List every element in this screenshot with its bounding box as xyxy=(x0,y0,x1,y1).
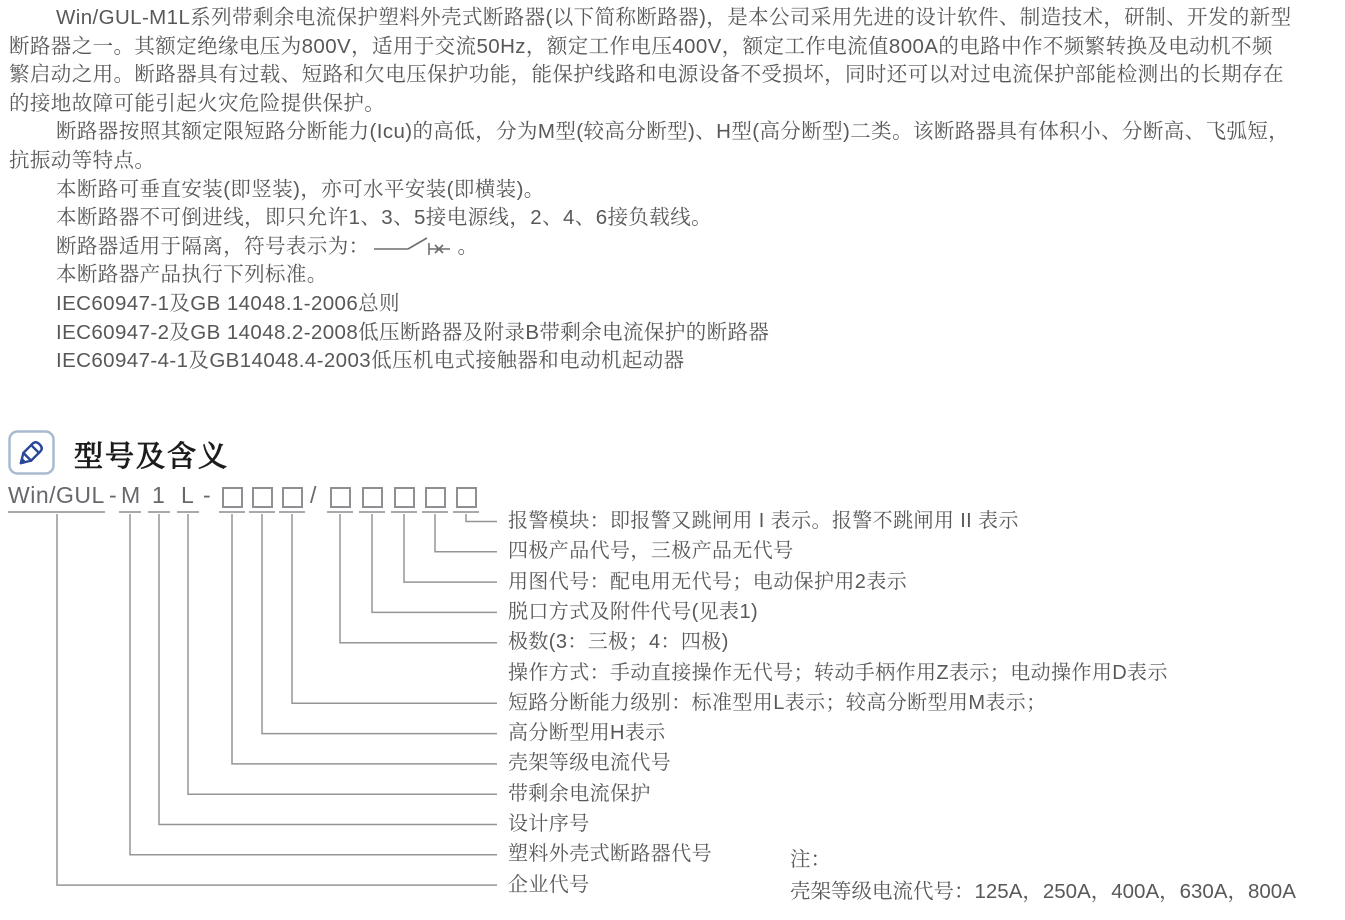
intro-line: 断路器之一。其额定绝缘电压为800V，适用于交流50Hz，额定工作电压400V，额定工作电流值800A的电路中作不频繁转换及电动机不频 xyxy=(9,34,1273,58)
diagram-label: 设计序号 xyxy=(508,813,590,835)
diagram-label: 高分断型用H表示 xyxy=(508,722,666,745)
intro-line: IEC60947-1及GB 14048.1-2006总则 xyxy=(56,291,400,315)
connector-line-poles-box xyxy=(340,514,497,643)
connector-line-alarm-module-box xyxy=(466,514,497,522)
model-segment-dash-1: - xyxy=(109,482,118,508)
intro-line: 断路器按照其额定限短路分断能力(Icu)的高低，分为M型(较高分断型)、H型(高分断型)二类。该断路器具有体积小、分断高、飞弧短， xyxy=(56,120,1290,144)
intro-line: 本断路可垂直安装(即竖装)，亦可水平安装(即横装)。 xyxy=(56,177,545,201)
diagram-label: 塑料外壳式断路器代号 xyxy=(508,843,712,866)
diagram-label: 带剩余电流保护 xyxy=(508,782,651,805)
diagram-label: 短路分断能力级别：标准型用L表示；较高分断型用M表示； xyxy=(508,691,1047,714)
intro-line: 抗振动等特点。 xyxy=(9,148,156,172)
diagram-label: 报警模块：即报警又跳闸用 I 表示。报警不跳闸用 II 表示 xyxy=(508,510,1019,532)
diagram-label: 用图代号：配电用无代号；电动保护用2表示 xyxy=(508,570,908,593)
note-heading: 注： xyxy=(790,848,831,871)
section-title: 型号及含义 xyxy=(74,441,230,473)
diagram-label: 壳架等级电流代号 xyxy=(508,752,672,775)
diagram-label: 四极产品代号，三极产品无代号 xyxy=(508,540,794,563)
intro-line: IEC60947-2及GB 14048.2-2008低压断路器及附录B带剩余电流保护的断路器 xyxy=(56,320,770,344)
intro-line: 繁启动之用。断路器具有过载、短路和欠电压保护功能，能保护线路和电源设备不受损坏，同时还可以对过电流保护部能检测出的长期存在 xyxy=(9,63,1284,87)
connector-line-operation-mode-box xyxy=(292,514,497,703)
intro-line: 本断路器产品执行下列标准。 xyxy=(56,263,328,287)
model-segment-company-code: Win/GUL xyxy=(8,482,105,508)
model-segment-dash-2: - xyxy=(203,482,212,508)
diagram-label: 脱口方式及附件代号(见表1) xyxy=(508,600,759,623)
model-segment-design-serial: 1 xyxy=(152,482,166,508)
intro-line: 的接地故障可能引起火灾危险提供保护。 xyxy=(9,91,386,115)
model-segment-residual-current-code: L xyxy=(181,482,195,508)
diagram-label: 企业代号 xyxy=(508,873,590,896)
connector-line-breaking-capacity-box xyxy=(262,514,497,734)
connector-line-design-serial xyxy=(159,514,497,825)
connector-line-residual-current-code xyxy=(188,514,497,794)
intro-line: 本断路器不可倒进线，即只允许1、3、5接电源线，2、4、6接负载线。 xyxy=(56,206,713,230)
diagram-label: 操作方式：手动直接操作无代号；转动手柄作用Z表示；电动操作用D表示 xyxy=(508,661,1168,684)
intro-line: 断路器适用于隔离，符号表示为： 。 xyxy=(56,234,479,258)
connector-line-usage-code-box xyxy=(404,514,497,582)
intro-line: IEC60947-4-1及GB14048.4-2003低压机电式接触器和电动机起动器 xyxy=(56,349,685,373)
connector-line-company-code xyxy=(57,514,497,885)
model-segment-mccb-code: M xyxy=(121,482,141,508)
diagram-label: 极数(3：三极；4：四极) xyxy=(508,631,729,654)
model-segment-slash: / xyxy=(310,482,317,508)
connector-line-mccb-code xyxy=(130,514,497,855)
intro-line: Win/GUL-M1L系列带剩余电流保护塑料外壳式断路器(以下简称断路器)，是本公司采用先进的设计软件、制造技术，研制、开发的新型 xyxy=(56,6,1292,29)
note-text: 壳架等级电流代号：125A，250A，400A，630A，800A xyxy=(790,880,1296,903)
